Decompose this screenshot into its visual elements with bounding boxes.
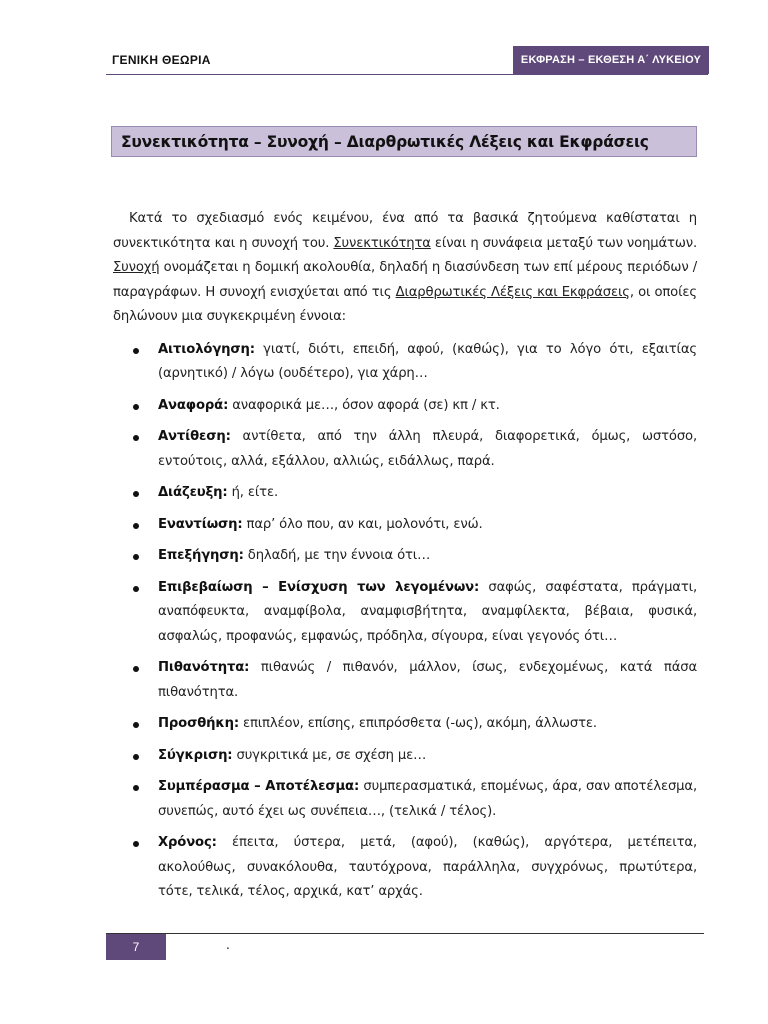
term-label: Σύγκριση: <box>158 747 233 763</box>
term-label: Αντίθεση: <box>158 429 231 444</box>
term-label: Διάζευξη: <box>158 485 228 500</box>
intro-paragraph <box>113 207 697 330</box>
intro-underline-1: Συνεκτικότητα <box>333 235 431 251</box>
content <box>113 207 697 912</box>
list-item <box>113 744 697 769</box>
term-label: Εναντίωση: <box>158 516 243 532</box>
term-text: ή, είτε. <box>227 485 278 500</box>
term-label: Πιθανότητα: <box>158 660 250 675</box>
page-number-badge: 7 <box>106 934 166 960</box>
list-item <box>113 394 697 419</box>
intro-underline-3: Διαρθρωτικές Λέξεις και Εκφράσεις <box>395 284 630 300</box>
footer-dot: . <box>226 938 230 952</box>
term-text: αντίθετα, από την άλλη πλευρά, διαφορετικά, όμως, ωστόσο, εντούτοις, αλλά, εξάλλου, αλλιώς, ειδάλλως, παρά. <box>158 429 697 469</box>
section-title: Συνεκτικότητα – Συνοχή – Διαρθρωτικές Λέξεις και Εκφράσεις <box>121 132 649 151</box>
bullet-icon <box>133 586 139 592</box>
footer-divider <box>106 933 704 934</box>
intro-text-1: Κατά το σχεδιασμό ενός κειμένου, ένα από τα βασικά ζητούμενα καθίσταται η συνεκτικότητα και η συνοχή του. <box>113 211 697 251</box>
terms-list <box>113 338 697 905</box>
header-divider <box>106 74 708 75</box>
header-left-title: ΓΕΝΙΚΗ ΘΕΩΡΙΑ <box>112 53 211 67</box>
list-item <box>113 576 697 650</box>
term-label: Αιτιολόγηση: <box>158 341 255 357</box>
term-text: δηλαδή, με την έννοια ότι… <box>243 548 431 563</box>
term-text: σαφώς, σαφέστατα, πράγματι, αναπόφευκτα, αναμφίβολα, αναμφισβήτητα, αναμφίλεκτα, βέβαια, φυσικά, ασφαλώς, προφανώς, εμφανώς, πρόδηλα, σίγουρα, είναι γεγονός ότι… <box>158 579 697 644</box>
intro-underline-2: Συνοχή <box>113 260 160 275</box>
term-text: πιθανώς / πιθανόν, μάλλον, ίσως, ενδεχομένως, κατά πάσα πιθανότητα. <box>158 660 697 700</box>
term-label: Χρόνος: <box>158 835 217 850</box>
bullet-icon <box>133 404 139 410</box>
list-item <box>113 338 697 387</box>
bullet-icon <box>133 554 139 560</box>
list-item <box>113 513 697 538</box>
bullet-icon <box>133 523 139 529</box>
term-text: αναφορικά με…, όσον αφορά (σε) κπ / κτ. <box>228 397 500 413</box>
list-item <box>113 656 697 705</box>
term-label: Προσθήκη: <box>158 716 239 731</box>
bullet-icon <box>133 722 139 728</box>
term-label: Επιβεβαίωση – Ενίσχυση των λεγομένων: <box>158 579 480 595</box>
intro-text-3: ονομάζεται η δομική ακολουθία, δηλαδή η διασύνδεση των επί μέρους περιόδων / παραγράφων. Η συνοχή ενισχύεται από τις <box>113 260 697 300</box>
header-right-badge: ΕΚΦΡΑΣΗ – ΕΚΘΕΣΗ Α΄ ΛΥΚΕΙΟΥ <box>513 46 709 74</box>
term-text: συγκριτικά με, σε σχέση με… <box>232 747 427 763</box>
list-item <box>113 775 697 824</box>
term-text: συμπερασματικά, επομένως, άρα, σαν αποτέλεσμα, συνεπώς, αυτό έχει ως συνέπεια…, (τελικά / τέλος). <box>158 779 697 819</box>
bullet-icon <box>133 348 139 354</box>
list-item <box>113 425 697 474</box>
list-item <box>113 712 697 737</box>
term-text: παρ’ όλο που, αν και, μολονότι, ενώ. <box>242 516 483 532</box>
bullet-icon <box>133 754 139 760</box>
section-title-box <box>111 126 697 157</box>
term-label: Επεξήγηση: <box>158 548 244 563</box>
intro-text-2: είναι η συνάφεια μεταξύ των νοημάτων. <box>430 235 697 251</box>
term-text: γιατί, διότι, επειδή, αφού, (καθώς), για το λόγο ότι, εξαιτίας (αρνητικό) / λόγω (ουδέτερο), για χάρη… <box>158 341 697 381</box>
list-item <box>113 831 697 905</box>
bullet-icon <box>133 666 139 672</box>
term-label: Συμπέρασμα – Αποτέλεσμα: <box>158 779 360 794</box>
bullet-icon <box>133 785 139 791</box>
bullet-icon <box>133 841 139 847</box>
term-text: έπειτα, ύστερα, μετά, (αφού), (καθώς), αργότερα, μετέπειτα, ακολούθως, συνακόλουθα, ταυτόχρονα, παράλληλα, συγχρόνως, πρωτύτερα, τότε, τελικά, τέλος, αρχικά, κατ’ αρχάς. <box>158 835 697 899</box>
term-text: επιπλέον, επίσης, επιπρόσθετα (-ως), ακόμη, άλλωστε. <box>238 716 597 731</box>
term-label: Αναφορά: <box>158 397 229 413</box>
list-item <box>113 481 697 506</box>
list-item <box>113 544 697 569</box>
intro-text-4: , οι οποίες δηλώνουν μια συγκεκριμένη έννοια: <box>113 284 697 324</box>
bullet-icon <box>133 435 139 441</box>
bullet-icon <box>133 491 139 497</box>
